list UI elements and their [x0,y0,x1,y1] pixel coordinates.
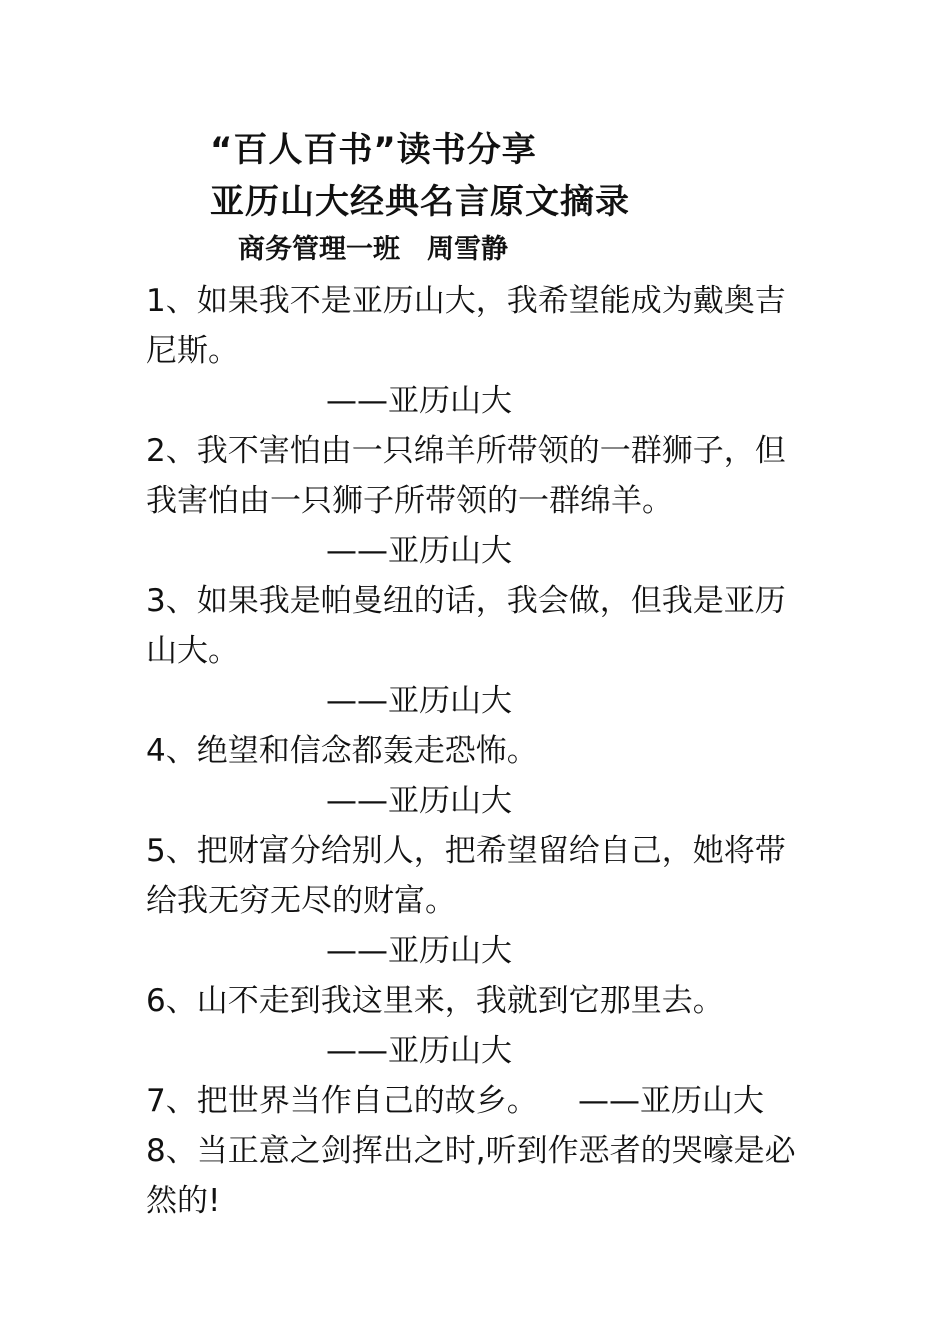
quote-text: 2、我不害怕由一只绵羊所带领的一群狮子，但我害怕由一只狮子所带领的一群绵羊。 [146,433,786,519]
document-title: “百人百书”读书分享 [210,130,537,170]
quote-text: 6、山不走到我这里来，我就到它那里去。 [146,983,724,1019]
quote-text: 1、如果我不是亚历山大，我希望能成为戴奥吉尼斯。 [146,283,786,369]
author-line: 商务管理一班 周雪静 [238,234,508,265]
quote-text: 3、如果我是帕曼纽的话，我会做，但我是亚历山大。 [146,583,786,669]
quote-attribution: ——亚历山大 [326,933,512,969]
document-subtitle: 亚历山大经典名言原文摘录 [210,182,630,222]
quote-attribution: ——亚历山大 [326,383,512,419]
quote-text: 5、把财富分给别人，把希望留给自己，她将带给我无穷无尽的财富。 [146,833,786,919]
quote-text: 8、当正意之剑挥出之时,听到作恶者的哭嚎是必然的! [146,1133,796,1219]
quote-attribution: ——亚历山大 [326,683,512,719]
quote-attribution: ——亚历山大 [578,1083,764,1119]
quote-text: 4、绝望和信念都轰走恐怖。 [146,733,538,769]
quote-text: 7、把世界当作自己的故乡。 [146,1083,538,1119]
quote-attribution: ——亚历山大 [326,1033,512,1069]
quote-attribution: ——亚历山大 [326,783,512,819]
quote-attribution: ——亚历山大 [326,533,512,569]
